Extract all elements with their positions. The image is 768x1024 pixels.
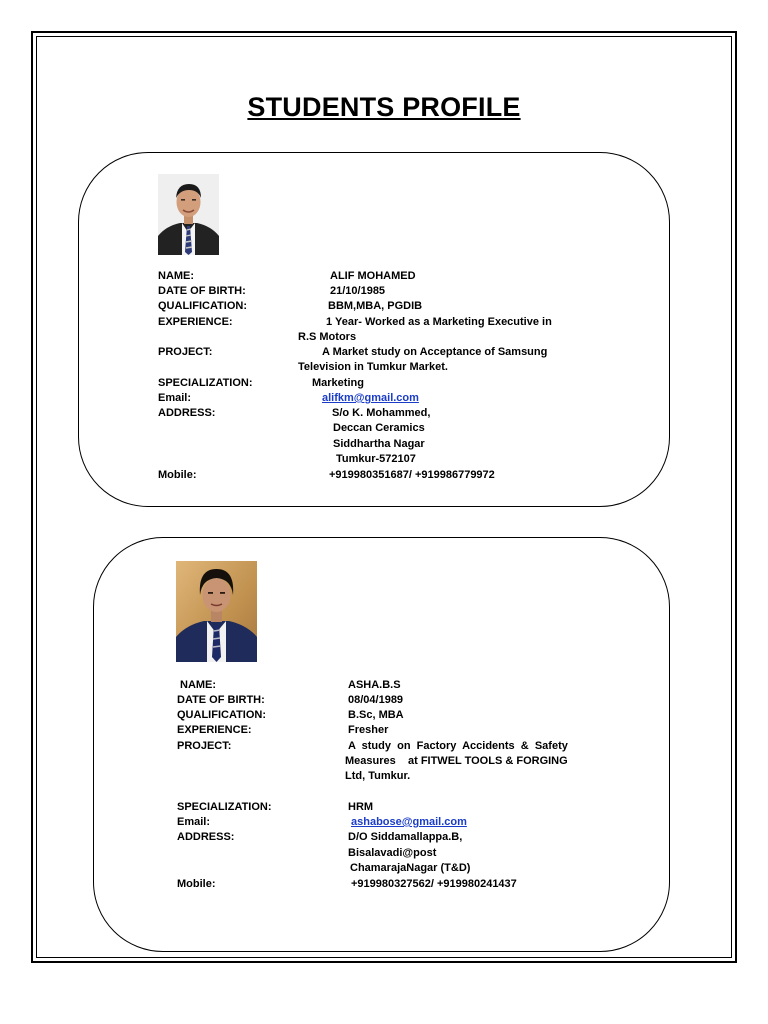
address-label: ADDRESS: [158, 407, 216, 419]
dob-value: 21/10/1985 [330, 285, 386, 297]
name-label: NAME: [158, 270, 195, 282]
email-link[interactable]: ashabose@gmail.com [351, 816, 467, 828]
student-photo-1 [158, 174, 219, 255]
address-line-4: Tumkur-572107 [336, 453, 416, 465]
specialization-value: HRM [348, 801, 374, 813]
experience-label: EXPERIENCE: [177, 724, 252, 736]
address-label: ADDRESS: [177, 831, 235, 843]
dob-label: DATE OF BIRTH: [158, 285, 246, 297]
qualification-label: QUALIFICATION: [158, 300, 248, 312]
dob-label: DATE OF BIRTH: [177, 694, 265, 706]
project-label: PROJECT: [158, 346, 213, 358]
project-continued: Television in Tumkur Market. [298, 361, 448, 373]
experience-value: Fresher [348, 724, 389, 736]
dob-value: 08/04/1989 [348, 694, 404, 706]
name-value: ALIF MOHAMED [330, 270, 416, 282]
specialization-label: SPECIALIZATION: [158, 377, 253, 389]
project-continued-1: Measures at FITWEL TOOLS & FORGING [345, 755, 568, 767]
qualification-label: QUALIFICATION: [177, 709, 267, 721]
mobile-label: Mobile: [177, 878, 216, 890]
address-line-1: S/o K. Mohammed, [332, 407, 431, 419]
experience-value: 1 Year- Worked as a Marketing Executive in [326, 316, 552, 328]
mobile-value: +919980327562/ +919980241437 [351, 878, 517, 890]
experience-continued: R.S Motors [298, 331, 357, 343]
student-photo-2 [176, 561, 257, 662]
name-label: NAME: [180, 679, 217, 691]
project-label: PROJECT: [177, 740, 232, 752]
qualification-value: BBM,MBA, PGDIB [328, 300, 423, 312]
page-title: STUDENTS PROFILE [247, 92, 521, 122]
mobile-label: Mobile: [158, 469, 197, 481]
address-line-1: D/O Siddamallappa.B, [348, 831, 463, 843]
email-label: Email: [158, 392, 192, 404]
address-line-3: ChamarajaNagar (T&D) [350, 862, 471, 874]
mobile-value: +919980351687/ +919986779972 [329, 469, 495, 481]
experience-label: EXPERIENCE: [158, 316, 233, 328]
name-value: ASHA.B.S [348, 679, 401, 691]
project-value: A Market study on Acceptance of Samsung [322, 346, 548, 358]
email-label: Email: [177, 816, 211, 828]
specialization-label: SPECIALIZATION: [177, 801, 272, 813]
address-line-2: Deccan Ceramics [333, 422, 425, 434]
address-line-2: Bisalavadi@post [348, 847, 437, 859]
project-value: A study on Factory Accidents & Safety [348, 740, 568, 752]
qualification-value: B.Sc, MBA [348, 709, 404, 721]
email-link[interactable]: alifkm@gmail.com [322, 392, 419, 404]
address-line-3: Siddhartha Nagar [333, 438, 425, 450]
specialization-value: Marketing [312, 377, 364, 389]
project-continued-2: Ltd, Tumkur. [345, 770, 411, 782]
